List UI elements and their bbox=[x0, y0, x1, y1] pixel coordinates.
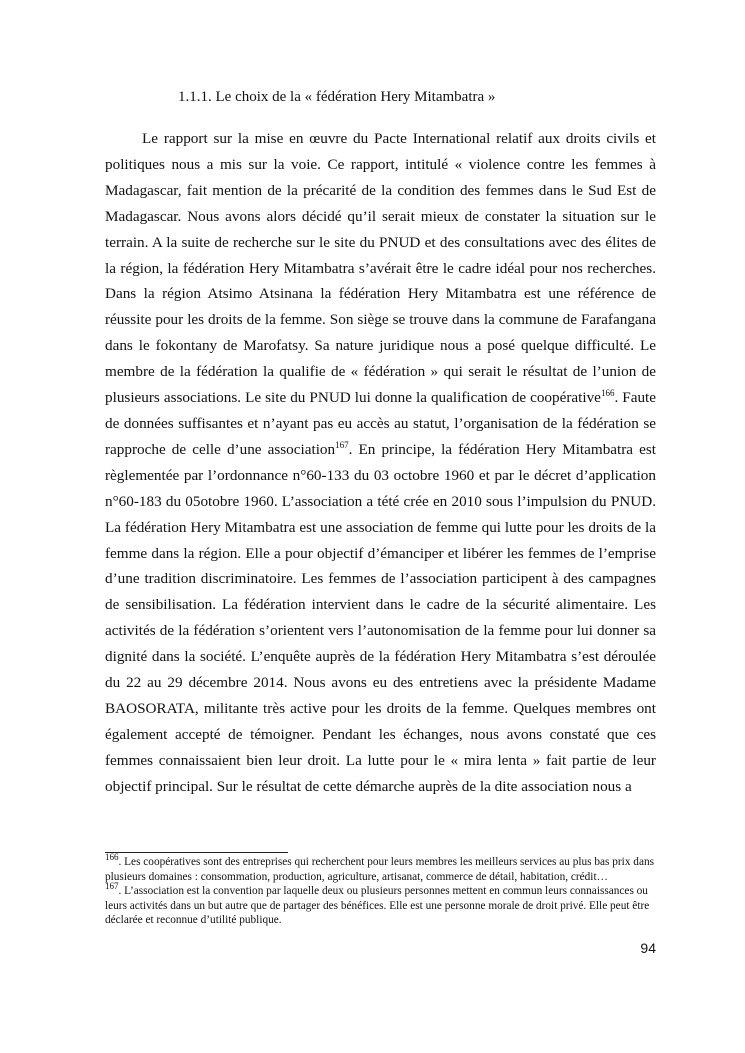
page-number: 94 bbox=[640, 940, 656, 956]
paragraph-text-part-3: . En principe, la fédération Hery Mitambatra est règlementée par l’ordonnance n°60-133 du 03 octobre 1960 et par le décret d’application n°60-183 du 05otobre 1960. L’association a tété crée en 2010 sous l’impulsion du PNUD. La fédération Hery Mitambatra est une association de femme qui lutte pour les droits de la femme dans la région. Elle a pour objectif d’émanciper et libérer les femmes de l’emprise d’une tradition discriminatoire. Les femmes de l’association participent à des campagnes de sensibilisation. La fédération intervient dans le cadre de la sécurité alimentaire. Les activités de la fédération s’orientent vers l’autonomisation de la femme pour lui donner sa dignité dans la société. L’enquête auprès de la fédération Hery Mitambatra s’est déroulée du 22 au 29 décembre 2014. Nous avons eu des entretiens avec la présidente Madame BAOSORATA, militante très active pour les droits de la femme. Quelques membres ont également accepté de témoigner. Pendant les échanges, nous avons constaté que ces femmes connaissaient bien leur droit. La lutte pour le « mira lenta » fait partie de leur objectif principal. Sur le résultat de cette démarche auprès de la dite association nous a bbox=[105, 440, 657, 795]
body-paragraph bbox=[105, 126, 656, 800]
footnote-separator bbox=[105, 852, 288, 853]
section-heading: 1.1.1. Le choix de la « fédération Hery Mitambatra » bbox=[178, 89, 496, 105]
footnotes bbox=[105, 852, 656, 928]
footnote-reference-166[interactable]: 166 bbox=[600, 388, 615, 398]
footnote-text: . L’association est la convention par laquelle deux ou plusieurs personnes mettent en commun leurs connaissances ou leurs activités dans un but autre que de partager des bénéfices. Elle est une personne morale de droit privé. Elle peut être déclarée et reconnue d’utilité publique. bbox=[105, 885, 650, 926]
body-text bbox=[105, 126, 656, 800]
paragraph-text-part-2: . Faute de données suffisantes et n’ayant pas eu accès au statut, l’organisation de la fédération se rapproche de celle d’une association bbox=[105, 389, 656, 458]
footnote-reference-167[interactable]: 167 bbox=[335, 439, 349, 450]
footnote-167 bbox=[105, 881, 656, 928]
footnote-number: 166 bbox=[105, 852, 119, 863]
paragraph-text-part-1: Le rapport sur la mise en œuvre du Pacte International relatif aux droits civils et politiques nous a mis sur la voie. Ce rapport, intitulé « violence contre les femmes à Madagascar, fait mention de la précarité de la condition des femmes dans le Sud Est de Madagascar. Nous avons alors décidé qu’il serait mieux de constater la situation sur le terrain. A la suite de recherche sur le site du PNUD et des consultations avec des élites de la région, la fédération Hery Mitambatra s’avérait être le cadre idéal pour nos recherches. Dans la région Atsimo Atsinana la fédération Hery Mitambatra est une référence de réussite pour les droits de la femme. Son siège se trouve dans la commune de Farafangana dans le fokontany de Marofatsy. Sa nature juridique nous a posé quelque difficulté. Le membre de la fédération la qualifie de « fédération » qui serait le résultat de l’union de plusieurs associations. Le site du PNUD lui donne la qualification de coopérative bbox=[105, 130, 656, 407]
footnote-number: 167 bbox=[105, 881, 119, 892]
footnote-166 bbox=[105, 852, 656, 884]
footnote-text: . Les coopératives sont des entreprises qui recherchent pour leurs membres les meilleurs services au plus bas prix dans plusieurs domaines : consommation, production, agriculture, artisanat, commerce de détail, habitation, crédit… bbox=[105, 856, 654, 883]
